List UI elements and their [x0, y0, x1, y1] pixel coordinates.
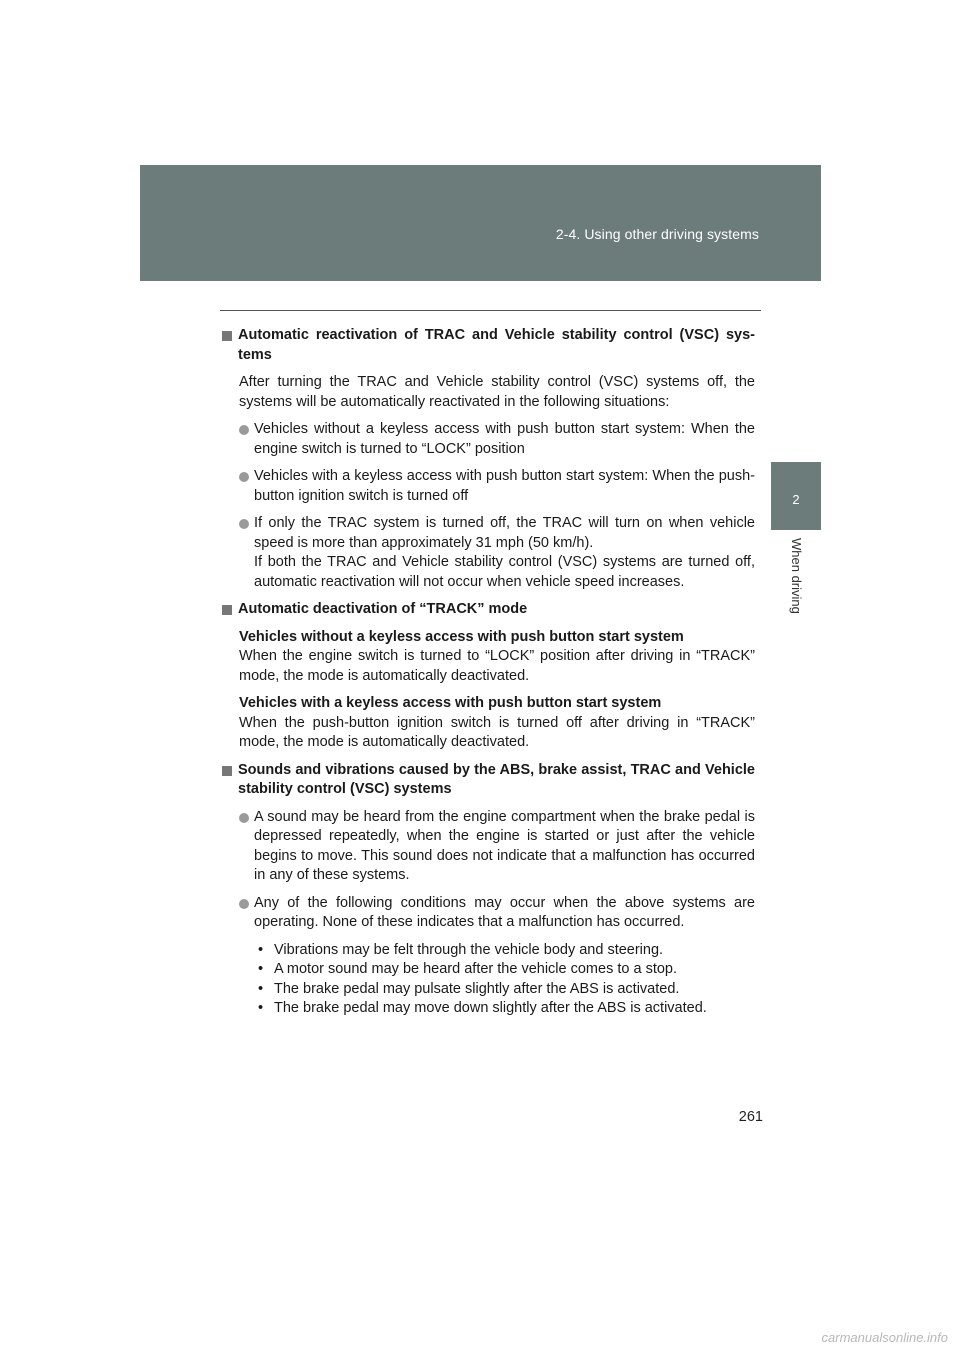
sub-list-text: A motor sound may be heard after the vehicle comes to a stop.: [274, 961, 677, 977]
heading-text: Sounds and vibrations caused by the ABS, brake assist, TRAC and Vehicle stability control (VSC) systems: [238, 761, 755, 797]
heading-reactivation: [222, 326, 755, 365]
bullet-mark: •: [258, 1000, 264, 1016]
list-item-text: Vehicles with a keyless access with push button start system: When the push-button ignition switch is turned off: [254, 468, 755, 504]
circle-bullet-icon: [239, 425, 249, 435]
divider-rule: [220, 310, 761, 311]
heading-track-deactivation: [222, 600, 755, 620]
section-title: 2-4. Using other driving systems: [555, 226, 759, 242]
square-bullet-icon: [222, 766, 232, 776]
bullet-mark: •: [258, 980, 264, 997]
list-item: [222, 467, 755, 506]
sub-list-text: The brake pedal may pulsate slightly after the ABS is activated.: [274, 980, 680, 997]
header-band: [140, 165, 821, 281]
watermark: carmanualsonline.info: [821, 1330, 948, 1345]
circle-bullet-icon: [239, 899, 249, 909]
list-item-text: [254, 514, 755, 592]
heading-sounds-vibrations: [222, 761, 755, 800]
circle-bullet-icon: [239, 813, 249, 823]
paragraph: [222, 628, 755, 687]
chapter-tab: [771, 462, 821, 530]
sub-list-text: The brake pedal may move down slightly after the ABS is activated.: [274, 1000, 707, 1016]
sub-list: [222, 941, 755, 1019]
circle-bullet-icon: [239, 519, 249, 529]
sub-list-text: Vibrations may be felt through the vehicle body and steering.: [274, 941, 664, 958]
circle-bullet-icon: [239, 472, 249, 482]
list-item-text: Vehicles without a keyless access with push button start system: When the engine switch is turned to “LOCK” position: [254, 421, 755, 457]
bullet-mark: •: [258, 961, 264, 977]
list-item: [222, 514, 755, 592]
subheading: Vehicles with a keyless access with push button start system: [239, 695, 662, 711]
paragraph-text: When the push-button ignition switch is turned off after driving in “TRACK” mode, the mode is automatically deactivated.: [239, 714, 755, 750]
sub-list-item: [256, 960, 755, 980]
subheading: Vehicles without a keyless access with push button start system: [239, 628, 684, 645]
sub-list-item: [256, 999, 755, 1019]
paragraph: [222, 694, 755, 753]
heading-text: Automatic deactivation of “TRACK” mode: [238, 601, 528, 617]
list-item-text: A sound may be heard from the engine compartment when the brake pedal is depressed repeatedly, when the engine is started or just after the vehicle begins to move. This sound does not indicate that a malfunction has occurred in any of these systems.: [254, 808, 755, 883]
sub-list-item: [256, 941, 755, 961]
chapter-label: When driving: [789, 538, 804, 614]
list-item: [222, 420, 755, 459]
list-item-sentence: If both the TRAC and Vehicle stability control (VSC) systems are turned off, automatic reactivation will not occur when vehicle speed increases.: [254, 554, 755, 590]
sub-list-item: [256, 980, 755, 1000]
page-content: [222, 326, 755, 1019]
heading-text: Automatic reactivation of TRAC and Vehicle stability control (VSC) sys-tems: [238, 327, 755, 363]
list-item: [222, 808, 755, 886]
list-item-sentence: If only the TRAC system is turned off, the TRAC will turn on when vehicle speed is more than approximately 31 mph (50 km/h).: [254, 515, 755, 551]
list-item-text: Any of the following conditions may occur when the above systems are operating. None of these indicates that a malfunction has occurred.: [254, 894, 755, 930]
paragraph: After turning the TRAC and Vehicle stability control (VSC) systems off, the systems will be automatically reactivated in the following situations:: [239, 374, 755, 410]
list-item: [222, 894, 755, 933]
square-bullet-icon: [222, 331, 232, 341]
bullet-mark: •: [258, 941, 264, 958]
chapter-number: 2: [792, 492, 800, 507]
square-bullet-icon: [222, 605, 232, 615]
page-number: 261: [738, 1109, 763, 1125]
paragraph-text: When the engine switch is turned to “LOCK” position after driving in “TRACK” mode, the mode is automatically deactivated.: [239, 648, 755, 684]
